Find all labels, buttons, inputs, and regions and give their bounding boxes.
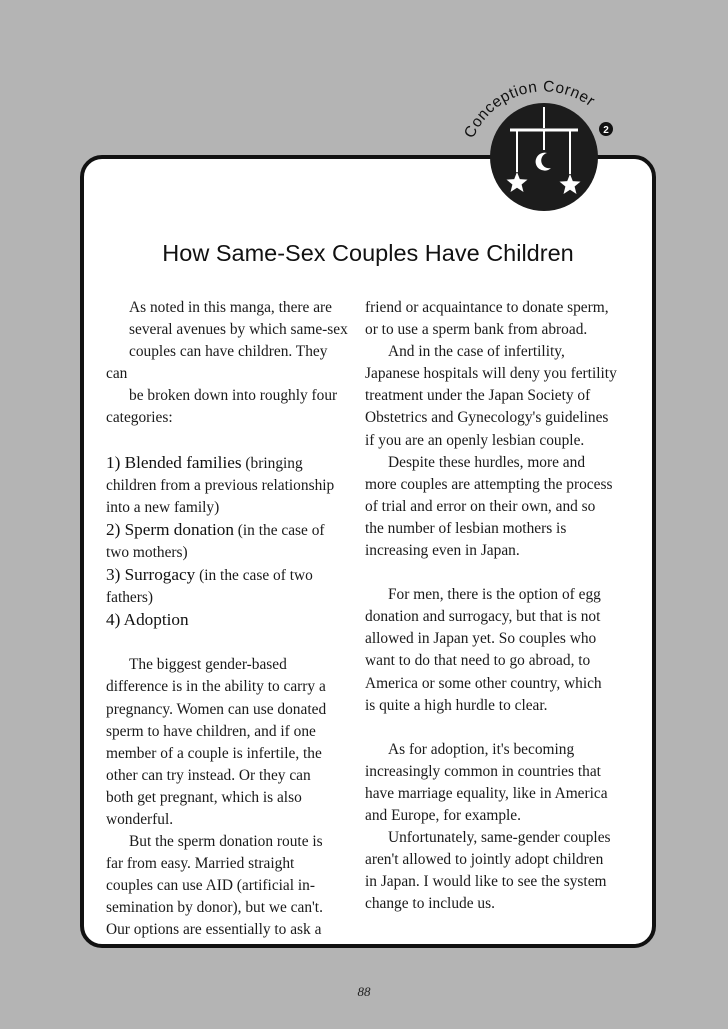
- article-title: How Same-Sex Couples Have Children: [162, 240, 574, 266]
- intro-paragraph: As noted in this manga, there are several avenues by which same-sex couples can have children. They can be broken down into roughly four categories:: [106, 299, 348, 427]
- category-item: 2) Sperm donation (in the case of: [106, 519, 325, 539]
- conception-corner-badge: [460, 74, 630, 224]
- body-paragraph: Despite these hurdles, more and more couples are attempting the process of trial and error on their own, and so the number of lesbian mothers is increasing even in Japan.: [365, 453, 613, 560]
- body-paragraph: Unfortunately, same-gender couples aren't allowed to jointly adopt children in Japan. I would like to see the system change to include us.: [365, 829, 611, 913]
- body-paragraph: As for adoption, it's becoming increasingly common in countries that have marriage equality, like in America and Europe, for example.: [365, 740, 608, 824]
- body-paragraph: The biggest gender-based difference is in the ability to carry a pregnancy. Women can use donated sperm to have children, and if one member of a couple is infertile, the other can try instead. Or they can both get pregnant, which is also wonderful.: [106, 656, 327, 828]
- category-item: 1) Blended families (bringing: [106, 452, 303, 472]
- badge-number-icon: [599, 122, 613, 136]
- right-column: [365, 297, 625, 915]
- category-item: 4) Adoption: [106, 610, 189, 630]
- category-item: 3) Surrogacy (in the case of two: [106, 565, 313, 585]
- category-list: 1) Blended families (bringing children from a previous relationship into a new family) 2) Sperm donation (in the case of two mothers) 3) Surrogacy (in the case of two fathers) 4) Adoption: [106, 452, 352, 633]
- body-paragraph: But the sperm donation route is far from easy. Married straight couples can use AID (artificial in- semination by donor), but we can't. Our options are essentially to ask a: [106, 833, 323, 939]
- badge-label: Conception Corner: [461, 78, 599, 141]
- body-paragraph: And in the case of infertility, Japanese hospitals will deny you fertility treatment under the Japan Society of Obstetrics and Gynecology's guidelines if you are an openly lesbian couple.: [365, 343, 617, 449]
- body-paragraph: For men, there is the option of egg donation and surrogacy, but that is not allowed in Japan yet. So couples who want to do that need to go abroad, to America or some other country, which is quite a high hurdle to clear.: [365, 586, 602, 714]
- left-column: [106, 297, 352, 942]
- page-number: 88: [357, 984, 371, 999]
- body-paragraph: friend or acquaintance to donate sperm, or to use a sperm bank from abroad.: [365, 299, 609, 339]
- svg-text:2: 2: [603, 125, 609, 136]
